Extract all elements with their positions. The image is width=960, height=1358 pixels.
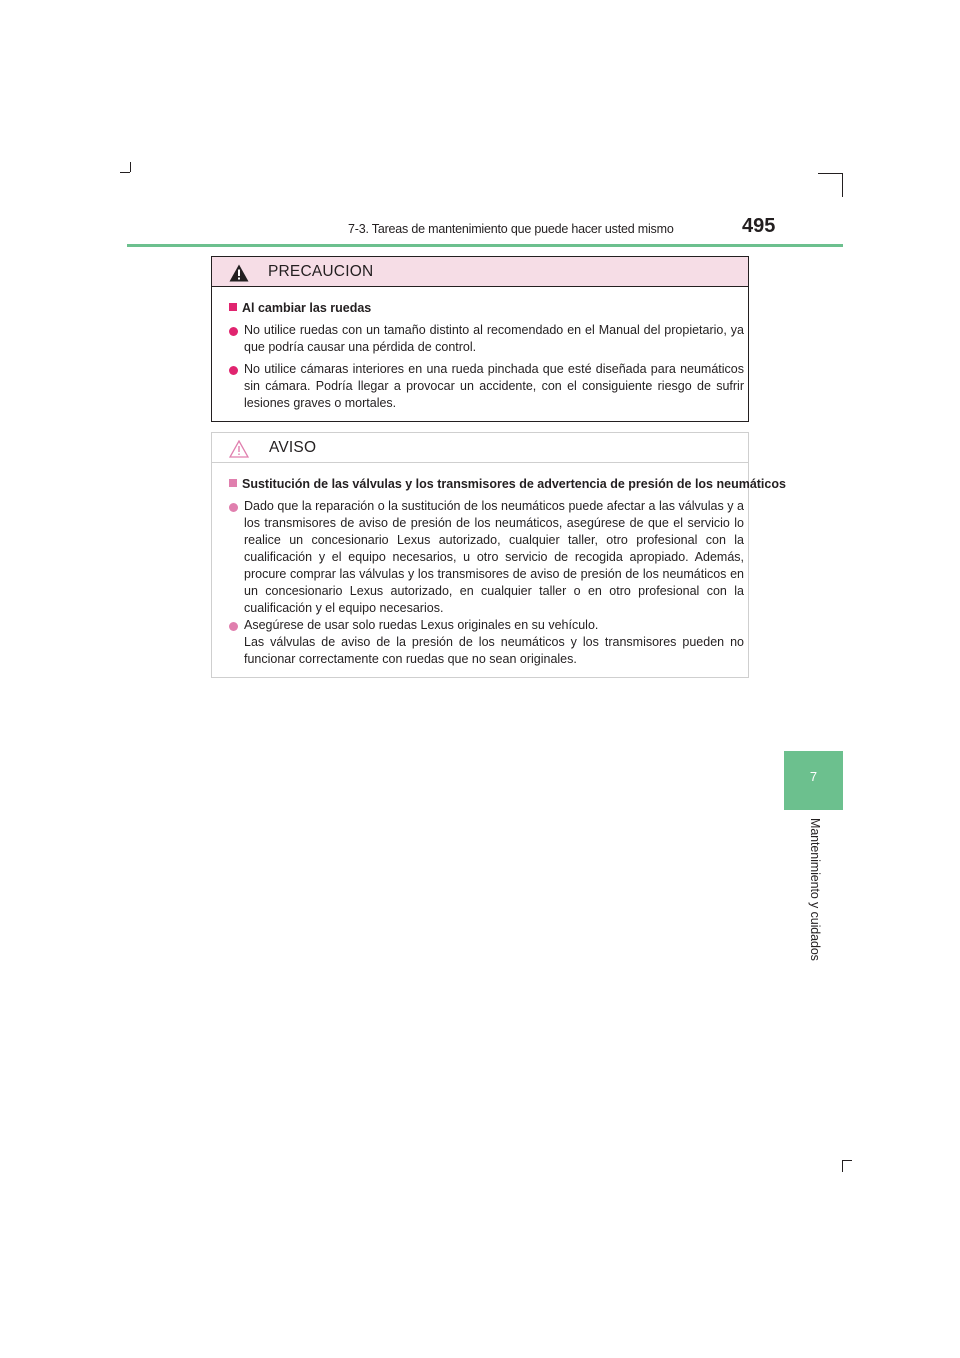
aviso-box [211,432,786,678]
crop-mark-top-left-h [120,172,130,173]
square-bullet-icon [229,479,237,487]
round-bullet-icon [229,622,238,631]
chapter-side-label: Mantenimiento y cuidados [808,818,822,961]
crop-mark-top-right-v [842,173,843,197]
precaucion-title: PRECAUCION [268,263,374,280]
aviso-title: AVISO [269,439,317,456]
precaucion-item-2: No utilice cámaras interiores en una rueda pinchada que esté diseñada para neumáticos sin cámara. Podría llegar a provocar un accidente, con el consiguiente riesgo de sufrir lesiones graves o mortales. [244,362,744,410]
page-number: 495 [742,215,776,237]
round-bullet-icon [229,366,238,375]
crop-mark-bottom-right-v [842,1160,843,1172]
precaucion-box [211,256,749,422]
crop-mark-top-right-h [818,173,842,174]
precaucion-section-heading: Al cambiar las ruedas [229,301,371,315]
precaucion-header [212,257,748,287]
warning-triangle-icon [229,264,249,282]
round-bullet-icon [229,503,238,512]
aviso-header [212,433,748,463]
warning-triangle-outline-icon [229,440,249,458]
crop-mark-bottom-right-h [842,1160,852,1161]
round-bullet-icon [229,327,238,336]
running-header-title: 7-3. Tareas de mantenimiento que puede hacer usted mismo [348,222,674,236]
aviso-item-2-line-1: Asegúrese de usar solo ruedas Lexus originales en su vehículo. [244,618,599,632]
aviso-item-2-line-2: Las válvulas de aviso de la presión de los neumáticos y los transmisores pueden no funcionar correctamente con ruedas que no sean originales. [244,635,744,666]
precaucion-item-1: No utilice ruedas con un tamaño distinto al recomendado en el Manual del propietario, ya que podría causar una pérdida de control. [244,323,744,354]
aviso-section-heading: Sustitución de las válvulas y los transmisores de advertencia de presión de los neumáticos [229,477,786,491]
aviso-item-1: Dado que la reparación o la sustitución de los neumáticos puede afectar a las válvulas y a los transmisores de aviso de presión de los neumáticos, asegúrese de que el servicio lo realice un concesionario Lexus autorizado, cualquier taller, otro profesional con la cualificación y el equipo necesarios, u otro servicio de recogida apropiado. Además, procure comprar las válvulas y los transmisores de aviso de presión de los neumáticos en un concesionario Lexus autorizado, en cualquier taller o en otro profesional con la cualificación y el equipo necesarios. [244,499,744,615]
aviso-item-2 [244,617,744,668]
crop-mark-top-left-v [130,162,131,172]
header-rule [127,244,843,247]
square-bullet-icon [229,303,237,311]
chapter-tab: 7 [784,751,843,810]
